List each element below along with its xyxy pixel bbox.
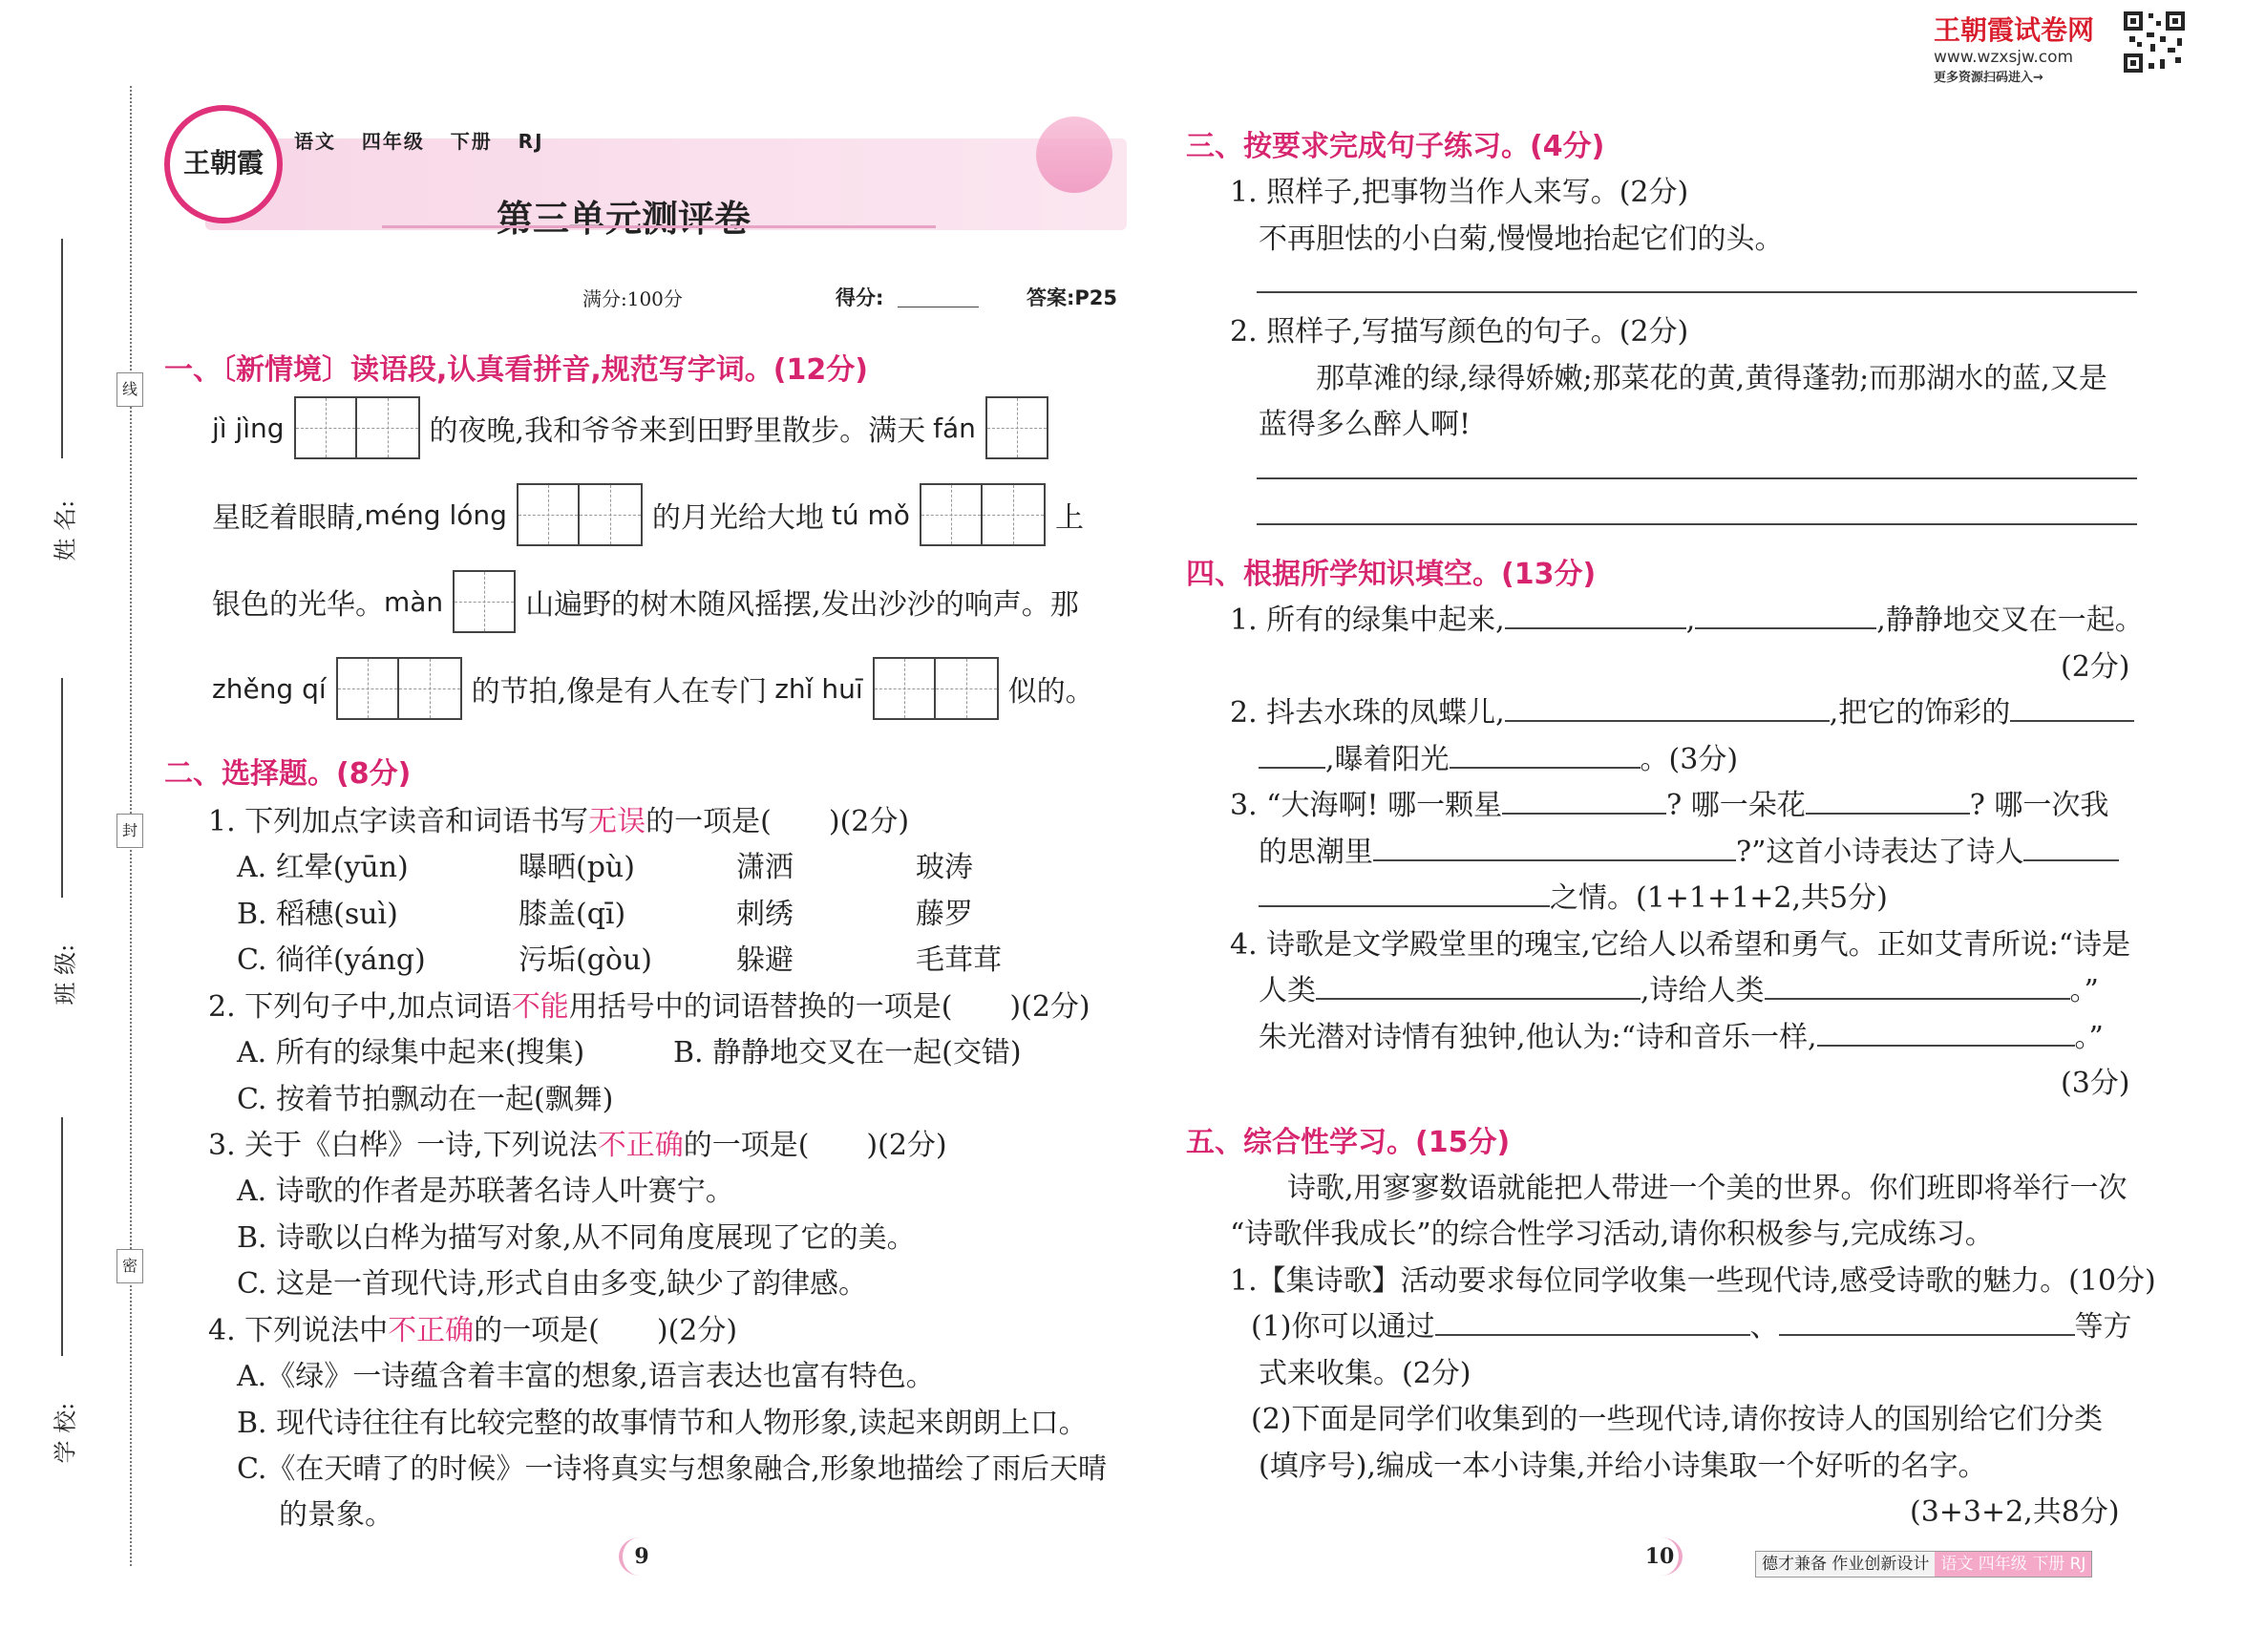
q5-1-1: (1)你可以通过 、 等方: [1251, 1310, 2132, 1344]
q3-2-example-2: 蓝得多么醉人啊!: [1259, 408, 1471, 441]
q4-2-blank-2[interactable]: [2010, 695, 2134, 722]
sec1-row4: zhěng qí 的节拍,像是有人在专门 zhǐ huī 似的。: [212, 654, 1094, 723]
q5-1: 1.【集诗歌】活动要求每位同学收集一些现代诗,感受诗歌的魅力。(10分): [1230, 1264, 2156, 1298]
q2-1-row-c[interactable]: C. 徜徉(yáng) 污垢(gòu) 躲避 毛茸茸: [237, 943, 1002, 977]
q4-2-cont: ,曝着阳光 。(3分): [1259, 735, 1738, 777]
q4-4-blank-2[interactable]: [1765, 973, 2070, 1000]
sec1-row2: 星眨着眼睛, méng lóng 的月光给大地 tú mǒ 上: [212, 480, 1084, 549]
school-label: 学 校:: [52, 1402, 79, 1464]
q4-1-blank-1[interactable]: [1505, 603, 1686, 629]
q4-3-blank-3[interactable]: [1373, 835, 1736, 861]
q2-4-opt-c[interactable]: C.《在天晴了的时候》一诗将真实与想象融合,形象地描绘了雨后天晴: [237, 1452, 1107, 1486]
q5-1-1-blank-1[interactable]: [1435, 1309, 1750, 1336]
write-box-tumo[interactable]: [920, 483, 1046, 546]
q4-1-score: (2分): [2061, 650, 2130, 684]
q2-3-opt-c[interactable]: C. 这是一首现代诗,形式自由多变,缺少了韵律感。: [237, 1267, 868, 1301]
q4-4-blank-1[interactable]: [1316, 973, 1641, 1000]
q5-1-2-score: (3+3+2,共8分): [1910, 1495, 2120, 1529]
qr-code-icon[interactable]: [2122, 10, 2187, 74]
write-box-menglong[interactable]: [517, 483, 643, 546]
q3-2-answer-line-1[interactable]: [1257, 477, 2137, 479]
q3-2: 2. 照样子,写描写颜色的句子。(2分): [1230, 315, 1689, 349]
q4-4-blank-3[interactable]: [1817, 1020, 2075, 1047]
q2-2-opt-c[interactable]: C. 按着节拍飘动在一起(飘舞): [237, 1083, 614, 1116]
page-number-left: 9: [619, 1537, 661, 1576]
q2-3-opt-b[interactable]: B. 诗歌以白桦为描写对象,从不同角度展现了它的美。: [237, 1221, 916, 1255]
school-field[interactable]: [52, 1117, 92, 1464]
q2-2: 2. 下列句子中,加点词语不能用括号中的词语替换的一项是( )(2分): [208, 990, 1090, 1024]
sun-decoration: [1036, 116, 1112, 193]
section2-title: 二、选择题。(8分): [164, 757, 412, 791]
section3-title: 三、按要求完成句子练习。(4分): [1186, 130, 1605, 163]
q4-2: 2. 抖去水珠的凤蝶儿, ,把它的饰彩的: [1230, 688, 2134, 731]
q2-3: 3. 关于《白桦》一诗,下列说法不正确的一项是( )(2分): [208, 1129, 947, 1162]
title-underline: [382, 225, 936, 228]
class-label: 班 级:: [52, 943, 79, 1006]
write-box-fan[interactable]: [985, 396, 1048, 459]
q4-2-blank-1[interactable]: [1505, 695, 1830, 722]
section4-title: 四、根据所学知识填空。(13分): [1186, 558, 1597, 591]
q4-3-blank-4[interactable]: [2023, 835, 2119, 861]
score-label: 得分:: [836, 286, 884, 309]
footer-series: 德才兼备 作业创新设计 语文 四年级 下册 RJ: [1755, 1551, 2092, 1578]
section1-title: 一、〔新情境〕读语段,认真看拼音,规范写字词。(12分): [164, 353, 868, 387]
q3-2-answer-line-2[interactable]: [1257, 523, 2137, 525]
cut-mark-3: 密: [116, 1249, 143, 1283]
q5-1-2: (2)下面是同学们收集到的一些现代诗,请你按诗人的国别给它们分类: [1251, 1403, 2104, 1436]
q4-4-cont2: 朱光潜对诗情有独钟,他认为:“诗和音乐一样, 。”: [1259, 1021, 2104, 1054]
write-box-jijing[interactable]: [294, 396, 420, 459]
q3-1-example: 不再胆怯的小白菊,慢慢地抬起它们的头。: [1259, 222, 1784, 256]
q4-2-blank-3[interactable]: [1259, 742, 1325, 769]
q2-1-row-b[interactable]: B. 稻穗(suì) 膝盖(qī) 刺绣 藤罗: [237, 898, 973, 931]
section5-title: 五、综合性学习。(15分): [1186, 1126, 1511, 1159]
q4-3-cont2: 之情。(1+1+1+2,共5分): [1259, 874, 1888, 916]
site-url[interactable]: www.wzxsjw.com: [1934, 48, 2074, 67]
q4-3-blank-1[interactable]: [1502, 788, 1666, 815]
q4-3-cont: 的思潮里 ?”这首小诗表达了诗人: [1259, 828, 2119, 870]
full-score: 满分:100分: [582, 287, 683, 310]
class-field[interactable]: [52, 678, 92, 1006]
sec1-row3: 银色的光华。 màn 山遍野的树木随风摇摆,发出沙沙的响声。那: [212, 567, 1079, 636]
write-box-man[interactable]: [453, 570, 516, 633]
page-title: 第三单元测评卷: [497, 198, 752, 240]
q4-3-blank-2[interactable]: [1806, 788, 1970, 815]
q3-2-example-1: 那草滩的绿,绿得娇嫩;那菜花的黄,黄得蓬勃;而那湖水的蓝,又是: [1316, 362, 2107, 395]
site-brand: [1934, 10, 2134, 85]
q2-2-opt-a[interactable]: A. 所有的绿集中起来(搜集): [237, 1036, 585, 1070]
q4-4-score: (3分): [2061, 1067, 2130, 1100]
q4-4: 4. 诗歌是文学殿堂里的瑰宝,它给人以希望和勇气。正如艾青所说:“诗是: [1230, 928, 2131, 962]
q2-2-opt-b[interactable]: B. 静静地交叉在一起(交错): [673, 1036, 1022, 1070]
page-number-right: 10: [1641, 1537, 1683, 1576]
q2-4-opt-b[interactable]: B. 现代诗往往有比较完整的故事情节和人物形象,读起来朗朗上口。: [237, 1407, 1088, 1440]
q3-1: 1. 照样子,把事物当作人来写。(2分): [1230, 176, 1689, 209]
q2-4-opt-c-cont: 的景象。: [279, 1498, 393, 1532]
cut-mark-1: 线: [116, 372, 143, 407]
q2-4-opt-a[interactable]: A.《绿》一诗蕴含着丰富的想象,语言表达也富有特色。: [237, 1360, 935, 1393]
q4-1: 1. 所有的绿集中起来, , ,静静地交叉在一起。: [1230, 604, 2144, 637]
q2-3-opt-a[interactable]: A. 诗歌的作者是苏联著名诗人叶赛宁。: [237, 1175, 734, 1208]
write-box-zhihui[interactable]: [873, 657, 999, 720]
q4-1-blank-2[interactable]: [1695, 603, 1876, 629]
sec5-para-1: 诗歌,用寥寥数语就能把人带进一个美的世界。你们班即将举行一次: [1287, 1172, 2128, 1205]
write-box-zhengqi[interactable]: [336, 657, 462, 720]
q4-4-cont: 人类 ,诗给人类 。”: [1259, 974, 2099, 1007]
brand-logo: 王朝霞: [164, 105, 283, 223]
q5-1-1-cont: 式来收集。(2分): [1259, 1357, 1471, 1390]
name-label: 姓 名:: [52, 499, 79, 561]
answer-ref: 答案:P25: [1027, 286, 1118, 309]
sec5-para-2: “诗歌伴我成长”的综合性学习活动,请你积极参与,完成练习。: [1230, 1218, 1994, 1251]
q4-3: 3. “大海啊! 哪一颗星 ? 哪一朵花 ? 哪一次我: [1230, 789, 2109, 822]
cut-mark-2: 封: [116, 814, 143, 848]
q4-3-blank-5[interactable]: [1259, 880, 1550, 907]
q2-1: 1. 下列加点字读音和词语书写无误的一项是( )(2分): [208, 805, 910, 838]
header-meta: 语文 四年级 下册 RJ: [294, 130, 544, 153]
q2-1-row-a[interactable]: A. 红晕(yūn) 曝晒(pù) 潇洒 玻涛: [237, 851, 973, 884]
q5-1-2-cont: (填序号),编成一本小诗集,并给小诗集取一个好听的名字。: [1259, 1450, 1987, 1483]
q3-1-answer-line[interactable]: [1257, 291, 2137, 293]
sec1-row1: jì jìng 的夜晚,我和爷爷来到田野里散步。满天 fán: [212, 393, 1058, 462]
q4-2-blank-4[interactable]: [1450, 742, 1641, 769]
q5-1-1-blank-2[interactable]: [1779, 1309, 2075, 1336]
site-name: 王朝霞试卷网: [1934, 14, 2095, 46]
q2-4: 4. 下列说法中不正确的一项是( )(2分): [208, 1314, 738, 1347]
site-tip: 更多资源扫码进入→: [1934, 71, 2043, 85]
name-field[interactable]: [52, 239, 92, 561]
